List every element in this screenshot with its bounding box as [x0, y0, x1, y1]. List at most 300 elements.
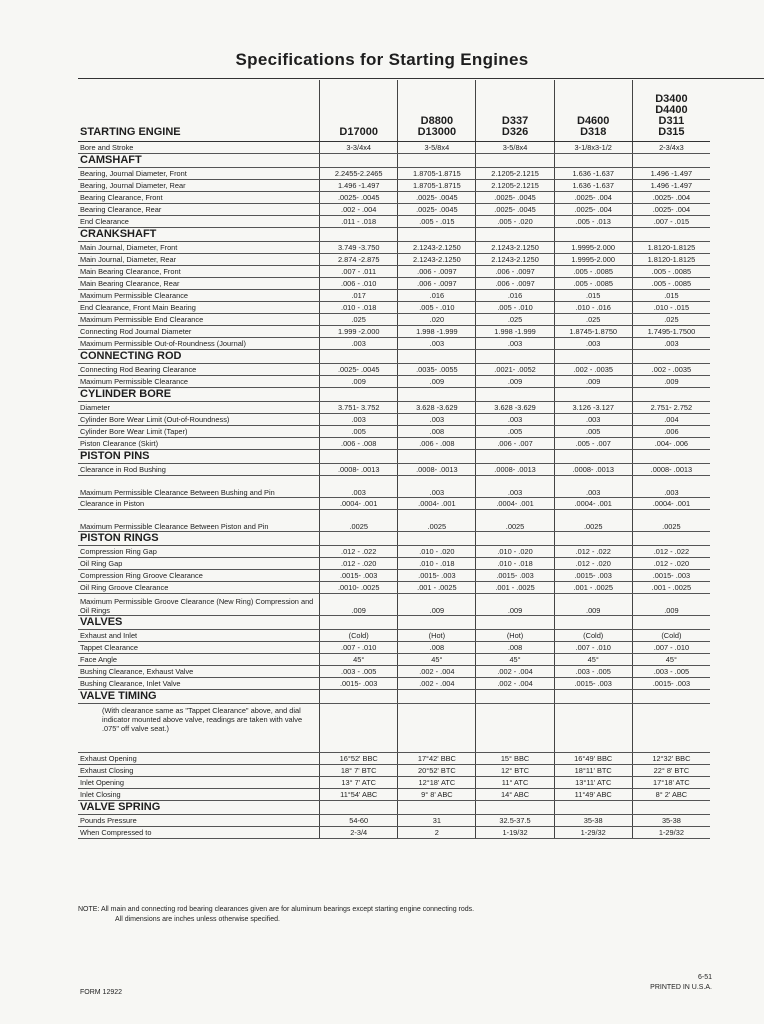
table-header-row: [78, 80, 710, 142]
spec-value: .0010- .0025: [320, 582, 398, 594]
spec-table: [78, 80, 710, 839]
spec-value: 3-1/8x3-1/2: [554, 142, 632, 154]
empty-cell: [398, 532, 476, 546]
spec-value: .009: [476, 594, 554, 616]
table-row: [78, 498, 710, 510]
spec-value: .003: [476, 476, 554, 498]
table-row: [78, 704, 710, 753]
spec-value: 2-3/4: [320, 827, 398, 839]
spec-value: 17°42' BBC: [398, 753, 476, 765]
row-label: Bearing Clearance, Front: [78, 192, 320, 204]
section-row: [78, 532, 710, 546]
row-label: Oil Ring Gap: [78, 558, 320, 570]
table-row: [78, 266, 710, 278]
spec-value: 1.8705-1.8715: [398, 180, 476, 192]
spec-value: 45°: [476, 654, 554, 666]
spec-value: 45°: [554, 654, 632, 666]
row-label: Maximum Permissible Clearance: [78, 290, 320, 302]
table-row: [78, 753, 710, 765]
section-row: [78, 350, 710, 364]
row-label: Inlet Closing: [78, 789, 320, 801]
spec-value: .012 - .022: [320, 546, 398, 558]
row-label: Exhaust Opening: [78, 753, 320, 765]
row-label: Connecting Rod Journal Diameter: [78, 326, 320, 338]
spec-value: .0015- .003: [554, 570, 632, 582]
spec-value: .003 - .005: [554, 666, 632, 678]
table-row: [78, 464, 710, 476]
table-row: [78, 426, 710, 438]
spec-value: 11°49' ABC: [554, 789, 632, 801]
spec-value: .005 - .013: [554, 216, 632, 228]
empty-cell: [320, 532, 398, 546]
empty-cell: [320, 388, 398, 402]
spec-value: 3.126 -3.127: [554, 402, 632, 414]
table-row: [78, 789, 710, 801]
spec-value: 2.1243-2.1250: [476, 242, 554, 254]
section-heading: PISTON PINS: [78, 450, 320, 464]
spec-value: 12°32' BBC: [632, 753, 710, 765]
spec-value: 12° BTC: [476, 765, 554, 777]
spec-value: 1.496 -1.497: [632, 168, 710, 180]
spec-value: 1.496 -1.497: [632, 180, 710, 192]
model-name: D3400: [655, 93, 688, 105]
empty-cell: [320, 154, 398, 168]
spec-value: 1.9995-2.000: [554, 242, 632, 254]
spec-value: .010 - .016: [554, 302, 632, 314]
spec-value: .002 - .004: [398, 666, 476, 678]
spec-value: 1-29/32: [632, 827, 710, 839]
empty-cell: [632, 690, 710, 704]
spec-value: .005 - .0085: [632, 278, 710, 290]
table-row: [78, 678, 710, 690]
spec-value: (Hot): [476, 630, 554, 642]
section-row: [78, 450, 710, 464]
model-name: D326: [501, 126, 529, 138]
spec-value: .005 - .0085: [554, 266, 632, 278]
section-heading: CRANKSHAFT: [78, 228, 320, 242]
spec-value: .008: [476, 642, 554, 654]
table-row: [78, 302, 710, 314]
empty-cell: [398, 350, 476, 364]
spec-value: .0021- .0052: [476, 364, 554, 376]
spec-value: 1.8705-1.8715: [398, 168, 476, 180]
spec-value: .003: [632, 338, 710, 350]
model-name: D17000: [339, 126, 378, 138]
spec-value: .0025- .0045: [320, 192, 398, 204]
empty-cell: [632, 450, 710, 464]
empty-cell: [632, 228, 710, 242]
spec-value: .0008- .0013: [632, 464, 710, 476]
spec-value: .005: [320, 426, 398, 438]
table-row: [78, 642, 710, 654]
spec-value: (Cold): [554, 630, 632, 642]
spec-value: 1.8745-1.8750: [554, 326, 632, 338]
empty-cell: [632, 154, 710, 168]
spec-value: .016: [398, 290, 476, 302]
spec-value: .003: [398, 338, 476, 350]
spec-value: .0015- .003: [320, 570, 398, 582]
row-label: Main Bearing Clearance, Rear: [78, 278, 320, 290]
footnote-line-1: NOTE: All main and connecting rod bearing clearances given are for aluminum bearings except starting engine connecting rods.: [78, 906, 475, 913]
spec-value: .002 - .0035: [632, 364, 710, 376]
empty-cell: [476, 450, 554, 464]
row-label: Piston Clearance (Skirt): [78, 438, 320, 450]
spec-value: 18° 7' BTC: [320, 765, 398, 777]
empty-cell: [554, 801, 632, 815]
empty-cell: [476, 228, 554, 242]
spec-value: 2.874 -2.875: [320, 254, 398, 266]
spec-value: 2: [398, 827, 476, 839]
spec-value: 3-5/8x4: [476, 142, 554, 154]
page-title: Specifications for Starting Engines: [235, 50, 529, 69]
spec-value: .0015- .003: [476, 570, 554, 582]
spec-value: .0025: [632, 510, 710, 532]
spec-value: 13° 7' ATC: [320, 777, 398, 789]
empty-cell: [476, 690, 554, 704]
empty-cell: [398, 228, 476, 242]
spec-value: .004- .006: [632, 438, 710, 450]
row-label: Maximum Permissible End Clearance: [78, 314, 320, 326]
spec-value: .0015- .003: [398, 570, 476, 582]
row-label: When Compressed to: [78, 827, 320, 839]
spec-value: .009: [320, 594, 398, 616]
section-row: [78, 616, 710, 630]
spec-value: .004: [632, 414, 710, 426]
row-label: End Clearance, Front Main Bearing: [78, 302, 320, 314]
empty-cell: [632, 388, 710, 402]
empty-cell: [398, 450, 476, 464]
row-label: Cylinder Bore Wear Limit (Out-of-Roundness): [78, 414, 320, 426]
header-label: STARTING ENGINE: [78, 80, 320, 142]
row-label: Tappet Clearance: [78, 642, 320, 654]
row-label: Diameter: [78, 402, 320, 414]
section-heading: VALVES: [78, 616, 320, 630]
table-row: [78, 142, 710, 154]
empty-cell: [632, 801, 710, 815]
spec-value: 14° ABC: [476, 789, 554, 801]
section-heading: CAMSHAFT: [78, 154, 320, 168]
spec-value: .017: [320, 290, 398, 302]
spec-value: .015: [554, 290, 632, 302]
spec-value: .006 - .0097: [476, 266, 554, 278]
spec-value: .0008- .0013: [320, 464, 398, 476]
printed-in: PRINTED IN U.S.A.: [650, 984, 712, 991]
section-row: [78, 154, 710, 168]
spec-value: 2.1243-2.1250: [398, 254, 476, 266]
spec-value: .007 - .011: [320, 266, 398, 278]
spec-value: .007 - .010: [632, 642, 710, 654]
row-label: Cylinder Bore Wear Limit (Taper): [78, 426, 320, 438]
empty-cell: [554, 350, 632, 364]
spec-value: .0015- .003: [632, 678, 710, 690]
spec-value: .005: [554, 426, 632, 438]
empty-cell: [476, 616, 554, 630]
spec-value: .009: [398, 376, 476, 388]
table-row: [78, 168, 710, 180]
section-heading: CONNECTING ROD: [78, 350, 320, 364]
spec-value: .010 - .018: [398, 558, 476, 570]
empty-cell: [554, 388, 632, 402]
spec-value: .005 - .0085: [632, 266, 710, 278]
row-label: Maximum Permissible Clearance Between Piston and Pin: [78, 510, 320, 532]
spec-value: .009: [632, 376, 710, 388]
spec-value: 1.636 -1.637: [554, 180, 632, 192]
spec-value: .0025: [320, 510, 398, 532]
row-label: Main Journal, Diameter, Front: [78, 242, 320, 254]
row-label: Inlet Opening: [78, 777, 320, 789]
spec-value: .006 - .010: [320, 278, 398, 290]
row-label: (With clearance same as "Tappet Clearance" above, and dial indicator mounted above valve, readings are taken with valve .075" off valve seat.): [78, 704, 320, 753]
spec-value: .003 - .005: [320, 666, 398, 678]
spec-value: .015: [632, 290, 710, 302]
spec-value: .006: [632, 426, 710, 438]
row-label: Maximum Permissible Clearance: [78, 376, 320, 388]
spec-value: .002 - .004: [320, 204, 398, 216]
header-model-col: [476, 80, 554, 142]
spec-value: (Cold): [632, 630, 710, 642]
header-model-col: [320, 80, 398, 142]
row-label: Maximum Permissible Out-of-Roundness (Journal): [78, 338, 320, 350]
model-name: D8800: [420, 115, 454, 127]
spec-value: 11° ATC: [476, 777, 554, 789]
spec-value: .0025- .0045: [476, 192, 554, 204]
header-model-col: [632, 80, 710, 142]
spec-value: .010 - .020: [398, 546, 476, 558]
empty-cell: [476, 801, 554, 815]
spec-value: .0004- .001: [554, 498, 632, 510]
spec-value: .025: [554, 314, 632, 326]
spec-value: 2.751- 2.752: [632, 402, 710, 414]
table-row: [78, 438, 710, 450]
empty-cell: [320, 228, 398, 242]
spec-value: 1.496 -1.497: [320, 180, 398, 192]
spec-value: .003 - .005: [632, 666, 710, 678]
empty-cell: [476, 532, 554, 546]
footnote: [78, 905, 728, 925]
spec-value: .0008- .0013: [554, 464, 632, 476]
empty-cell: [320, 350, 398, 364]
spec-value: .0025: [476, 510, 554, 532]
spec-value: .005 - .015: [398, 216, 476, 228]
spec-value: .009: [632, 594, 710, 616]
spec-value: .009: [554, 376, 632, 388]
table-row: [78, 290, 710, 302]
spec-value: 17°18' ATC: [632, 777, 710, 789]
spec-value: 1-19/32: [476, 827, 554, 839]
spec-value: 1.998 -1.999: [476, 326, 554, 338]
spec-value: 1.9995-2.000: [554, 254, 632, 266]
spec-value: [320, 704, 398, 753]
spec-value: 20°52' BTC: [398, 765, 476, 777]
table-row: [78, 414, 710, 426]
spec-value: .005 - .0085: [554, 278, 632, 290]
row-label: Bearing, Journal Diameter, Front: [78, 168, 320, 180]
spec-value: .010 - .018: [320, 302, 398, 314]
spec-value: .007 - .015: [632, 216, 710, 228]
spec-value: .009: [476, 376, 554, 388]
table-row: [78, 827, 710, 839]
spec-value: .0035- .0055: [398, 364, 476, 376]
model-name: D13000: [417, 126, 457, 138]
spec-value: 3.628 -3.629: [398, 402, 476, 414]
spec-value: .005: [476, 426, 554, 438]
spec-value: [554, 704, 632, 753]
empty-cell: [476, 350, 554, 364]
empty-cell: [398, 388, 476, 402]
spec-value: .002 - .0035: [554, 364, 632, 376]
spec-value: 45°: [398, 654, 476, 666]
spec-value: .006 - .008: [320, 438, 398, 450]
spec-value: 2.1243-2.1250: [398, 242, 476, 254]
spec-value: .0025- .0045: [398, 192, 476, 204]
spec-value: .003: [476, 414, 554, 426]
table-row: [78, 594, 710, 616]
spec-value: [398, 704, 476, 753]
page-number: 6-51: [697, 974, 712, 981]
table-row: [78, 204, 710, 216]
spec-value: 18°11' BTC: [554, 765, 632, 777]
table-row: [78, 666, 710, 678]
table-row: [78, 254, 710, 266]
spec-value: 2.2455-2.2465: [320, 168, 398, 180]
spec-value: (Cold): [320, 630, 398, 642]
row-label: Clearance in Rod Bushing: [78, 464, 320, 476]
spec-value: .005 - .010: [398, 302, 476, 314]
empty-cell: [554, 690, 632, 704]
spec-value: .002 - .004: [476, 678, 554, 690]
spec-value: .001 - .0025: [632, 582, 710, 594]
empty-cell: [398, 616, 476, 630]
row-label: Main Bearing Clearance, Front: [78, 266, 320, 278]
section-heading: PISTON RINGS: [78, 532, 320, 546]
spec-value: .012 - .020: [632, 558, 710, 570]
spec-value: .010 - .015: [632, 302, 710, 314]
empty-cell: [554, 616, 632, 630]
row-label: Connecting Rod Bearing Clearance: [78, 364, 320, 376]
spec-value: 2.1243-2.1250: [476, 254, 554, 266]
spec-value: 32.5-37.5: [476, 815, 554, 827]
spec-value: .0025: [398, 510, 476, 532]
spec-value: 35-38: [632, 815, 710, 827]
table-row: [78, 815, 710, 827]
spec-value: .007 - .010: [554, 642, 632, 654]
spec-value: .0025- .0045: [320, 364, 398, 376]
spec-value: 2.1205-2.1215: [476, 180, 554, 192]
table-row: [78, 777, 710, 789]
spec-value: 45°: [320, 654, 398, 666]
spec-value: .012 - .022: [632, 546, 710, 558]
model-name: D318: [580, 126, 607, 138]
spec-value: .003: [476, 338, 554, 350]
table-row: [78, 570, 710, 582]
table-row: [78, 364, 710, 376]
spec-value: .0008- .0013: [476, 464, 554, 476]
section-row: [78, 228, 710, 242]
empty-cell: [320, 616, 398, 630]
empty-cell: [320, 801, 398, 815]
row-label: Compression Ring Gap: [78, 546, 320, 558]
section-row: [78, 801, 710, 815]
table-row: [78, 630, 710, 642]
spec-value: 16°49' BBC: [554, 753, 632, 765]
spec-value: .025: [320, 314, 398, 326]
table-row: [78, 192, 710, 204]
row-label: End Clearance: [78, 216, 320, 228]
spec-value: .009: [320, 376, 398, 388]
empty-cell: [398, 801, 476, 815]
spec-value: .003: [554, 338, 632, 350]
empty-cell: [632, 616, 710, 630]
spec-value: (Hot): [398, 630, 476, 642]
spec-value: 3.628 -3.629: [476, 402, 554, 414]
row-label: Face Angle: [78, 654, 320, 666]
spec-value: .0004- .001: [320, 498, 398, 510]
header-rule: [78, 78, 764, 79]
spec-value: .0025- .0045: [476, 204, 554, 216]
spec-value: 31: [398, 815, 476, 827]
section-row: [78, 388, 710, 402]
spec-value: 3.751- 3.752: [320, 402, 398, 414]
table-row: [78, 546, 710, 558]
table-row: [78, 338, 710, 350]
model-name: D4400: [655, 104, 688, 116]
spec-value: .012 - .020: [554, 558, 632, 570]
spec-value: .0015- .003: [320, 678, 398, 690]
table-row: [78, 278, 710, 290]
model-name: D311: [658, 115, 685, 127]
section-heading: CYLINDER BORE: [78, 388, 320, 402]
spec-value: 3-5/8x4: [398, 142, 476, 154]
spec-value: .003: [320, 414, 398, 426]
spec-value: .001 - .0025: [476, 582, 554, 594]
section-row: [78, 690, 710, 704]
table-row: [78, 242, 710, 254]
spec-value: 16°52' BBC: [320, 753, 398, 765]
header-model-col: [398, 80, 476, 142]
spec-value: .003: [398, 476, 476, 498]
spec-value: 12°18' ATC: [398, 777, 476, 789]
row-label: Maximum Permissible Groove Clearance (New Ring) Compression and Oil Rings: [78, 594, 320, 616]
spec-value: 3.749 -3.750: [320, 242, 398, 254]
spec-value: .016: [476, 290, 554, 302]
spec-value: 9° 8' ABC: [398, 789, 476, 801]
spec-value: 2-3/4x3: [632, 142, 710, 154]
spec-value: [476, 704, 554, 753]
spec-value: .002 - .004: [476, 666, 554, 678]
row-label: Bearing, Journal Diameter, Rear: [78, 180, 320, 192]
spec-value: .008: [398, 642, 476, 654]
spec-value: .006 - .0097: [476, 278, 554, 290]
section-heading: VALVE SPRING: [78, 801, 320, 815]
spec-value: 1.998 -1.999: [398, 326, 476, 338]
row-label: Bushing Clearance, Exhaust Valve: [78, 666, 320, 678]
spec-value: .001 - .0025: [554, 582, 632, 594]
spec-value: 13°11' ATC: [554, 777, 632, 789]
empty-cell: [554, 228, 632, 242]
spec-value: .0004- .001: [632, 498, 710, 510]
spec-value: .0025- .004: [554, 204, 632, 216]
table-row: [78, 402, 710, 414]
spec-value: 22° 8' BTC: [632, 765, 710, 777]
spec-value: 1.7495-1.7500: [632, 326, 710, 338]
table-row: [78, 476, 710, 498]
spec-value: .0025- .004: [554, 192, 632, 204]
row-label: Main Journal, Diameter, Rear: [78, 254, 320, 266]
model-name: D4600: [577, 115, 610, 127]
row-label: Clearance in Piston: [78, 498, 320, 510]
header-model-col: [554, 80, 632, 142]
model-name: D337: [501, 115, 529, 127]
